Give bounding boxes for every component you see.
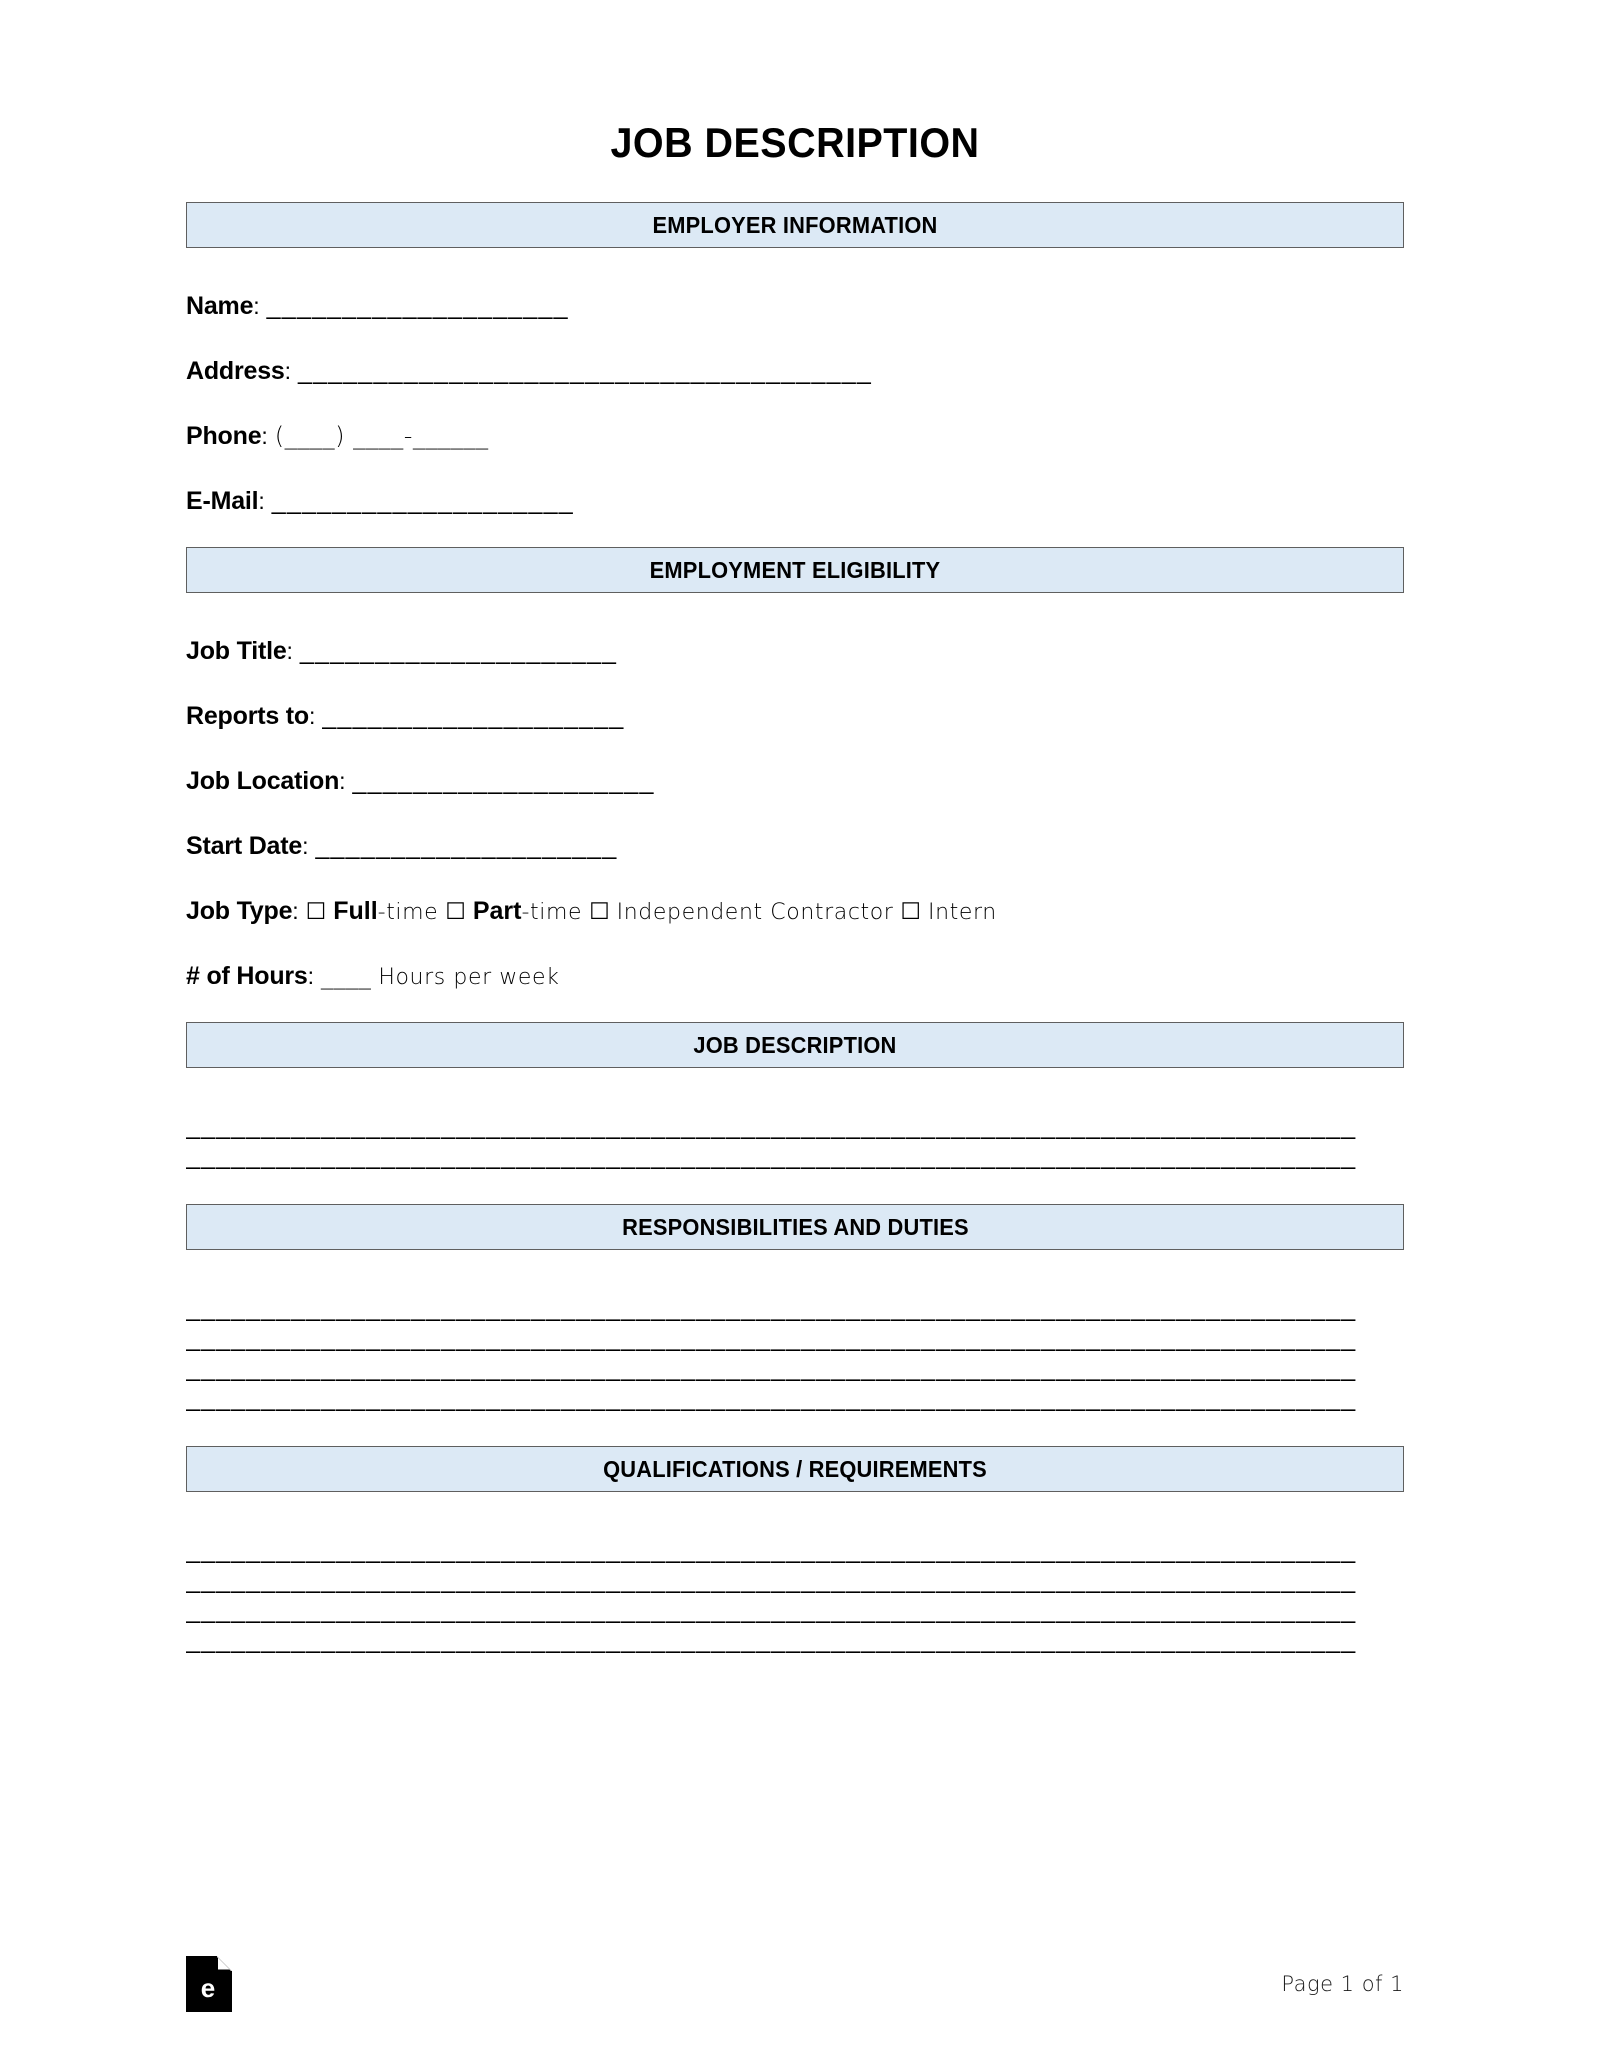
writing-line[interactable]: ______________________________________________________________________________ bbox=[186, 1538, 1357, 1564]
writing-line[interactable]: ______________________________________________________________________________ bbox=[186, 1326, 1357, 1352]
section-header-responsibilities-and-duties bbox=[186, 1204, 1404, 1250]
field-row-phone bbox=[186, 424, 1404, 449]
field-colon: : bbox=[284, 358, 292, 384]
section-header-employment-eligibility bbox=[186, 547, 1404, 593]
section-header-label: EMPLOYMENT ELIGIBILITY bbox=[649, 556, 941, 583]
field-label-start-date: Start Date bbox=[186, 832, 303, 860]
section-header-job-description bbox=[186, 1022, 1404, 1068]
checkbox-full-time[interactable]: ☐ bbox=[305, 899, 327, 925]
field-colon: : bbox=[339, 768, 346, 794]
field-label-hours: # of Hours bbox=[186, 962, 308, 990]
section-header-label: JOB DESCRIPTION bbox=[693, 1031, 897, 1058]
section-header-label: QUALIFICATIONS / REQUIREMENTS bbox=[603, 1455, 987, 1482]
writing-line[interactable]: ______________________________________________________________________________ bbox=[186, 1598, 1357, 1624]
field-label-email: E-Mail bbox=[186, 487, 259, 515]
field-row-address bbox=[186, 359, 1404, 384]
field-colon: : bbox=[261, 423, 268, 449]
checkbox-independent-contractor[interactable]: ☐ bbox=[589, 899, 610, 925]
document-content bbox=[186, 0, 1404, 1658]
page-number-label: Page 1 of 1 bbox=[1281, 1972, 1404, 1996]
page-footer bbox=[186, 1950, 1404, 2070]
field-blank-reports-to[interactable]: ____________________ bbox=[322, 702, 625, 730]
field-row-job-title bbox=[186, 639, 1404, 664]
field-row-job-location bbox=[186, 769, 1404, 794]
field-row-email bbox=[186, 489, 1404, 514]
page-title: JOB DESCRIPTION bbox=[610, 119, 980, 166]
field-blank-name[interactable]: ____________________ bbox=[266, 292, 569, 320]
section-header-label: EMPLOYER INFORMATION bbox=[652, 211, 938, 238]
field-blank-start-date[interactable]: ____________________ bbox=[315, 832, 618, 860]
writing-line[interactable]: ______________________________________________________________________________ bbox=[186, 1296, 1357, 1322]
eforms-logo[interactable] bbox=[186, 1956, 232, 2012]
field-blank-address[interactable]: ______________________________________ bbox=[297, 357, 872, 385]
field-label-address: Address bbox=[186, 357, 285, 385]
job-type-option-full-time-strong: Full bbox=[333, 897, 378, 925]
hours-suffix-label: Hours per week bbox=[378, 965, 560, 990]
writing-line[interactable]: ______________________________________________________________________________ bbox=[186, 1114, 1357, 1140]
job-type-option-independent-contractor: Independent Contractor bbox=[616, 900, 894, 925]
writing-line[interactable]: ______________________________________________________________________________ bbox=[186, 1144, 1357, 1170]
field-row-name bbox=[186, 294, 1404, 319]
job-type-option-part-time-rest: -time bbox=[521, 900, 583, 925]
field-colon: : bbox=[302, 833, 309, 859]
field-label-name: Name bbox=[186, 292, 254, 320]
field-colon: : bbox=[307, 963, 315, 989]
field-row-job-type bbox=[186, 899, 1404, 924]
field-row-start-date bbox=[186, 834, 1404, 859]
field-label-phone: Phone bbox=[186, 422, 262, 450]
writing-line[interactable]: ______________________________________________________________________________ bbox=[186, 1568, 1357, 1594]
field-row-hours bbox=[186, 964, 1404, 989]
field-colon: : bbox=[286, 638, 293, 664]
field-label-reports-to: Reports to bbox=[186, 702, 310, 730]
job-type-option-part-time-strong: Part bbox=[472, 897, 522, 925]
field-label-job-title: Job Title bbox=[186, 637, 287, 665]
writing-line[interactable]: ______________________________________________________________________________ bbox=[186, 1356, 1357, 1382]
field-blank-phone[interactable]: (____) ____-______ bbox=[274, 422, 489, 450]
eforms-logo-letter: e bbox=[200, 1972, 216, 2003]
document-file-icon bbox=[186, 1956, 232, 2012]
checkbox-intern[interactable]: ☐ bbox=[900, 899, 922, 925]
writing-line[interactable]: ______________________________________________________________________________ bbox=[186, 1386, 1357, 1412]
field-colon: : bbox=[309, 703, 316, 729]
field-blank-email[interactable]: ____________________ bbox=[271, 487, 574, 515]
section-header-employer-information bbox=[186, 202, 1404, 248]
field-label-job-location: Job Location bbox=[186, 767, 340, 795]
field-colon: : bbox=[258, 488, 265, 514]
field-blank-job-title[interactable]: _____________________ bbox=[299, 637, 618, 665]
writing-line[interactable]: ______________________________________________________________________________ bbox=[186, 1628, 1357, 1654]
field-blank-hours[interactable]: ____ bbox=[320, 962, 372, 990]
job-type-option-intern: Intern bbox=[927, 900, 997, 925]
job-type-option-full-time-rest: -time bbox=[377, 900, 439, 925]
field-colon: : bbox=[292, 898, 299, 924]
field-label-job-type: Job Type bbox=[186, 897, 293, 925]
field-colon: : bbox=[253, 293, 260, 319]
checkbox-part-time[interactable]: ☐ bbox=[445, 899, 466, 925]
field-row-reports-to bbox=[186, 704, 1404, 729]
section-header-label: RESPONSIBILITIES AND DUTIES bbox=[621, 1213, 969, 1240]
section-header-qualifications-requirements bbox=[186, 1446, 1404, 1492]
field-blank-job-location[interactable]: ____________________ bbox=[352, 767, 655, 795]
